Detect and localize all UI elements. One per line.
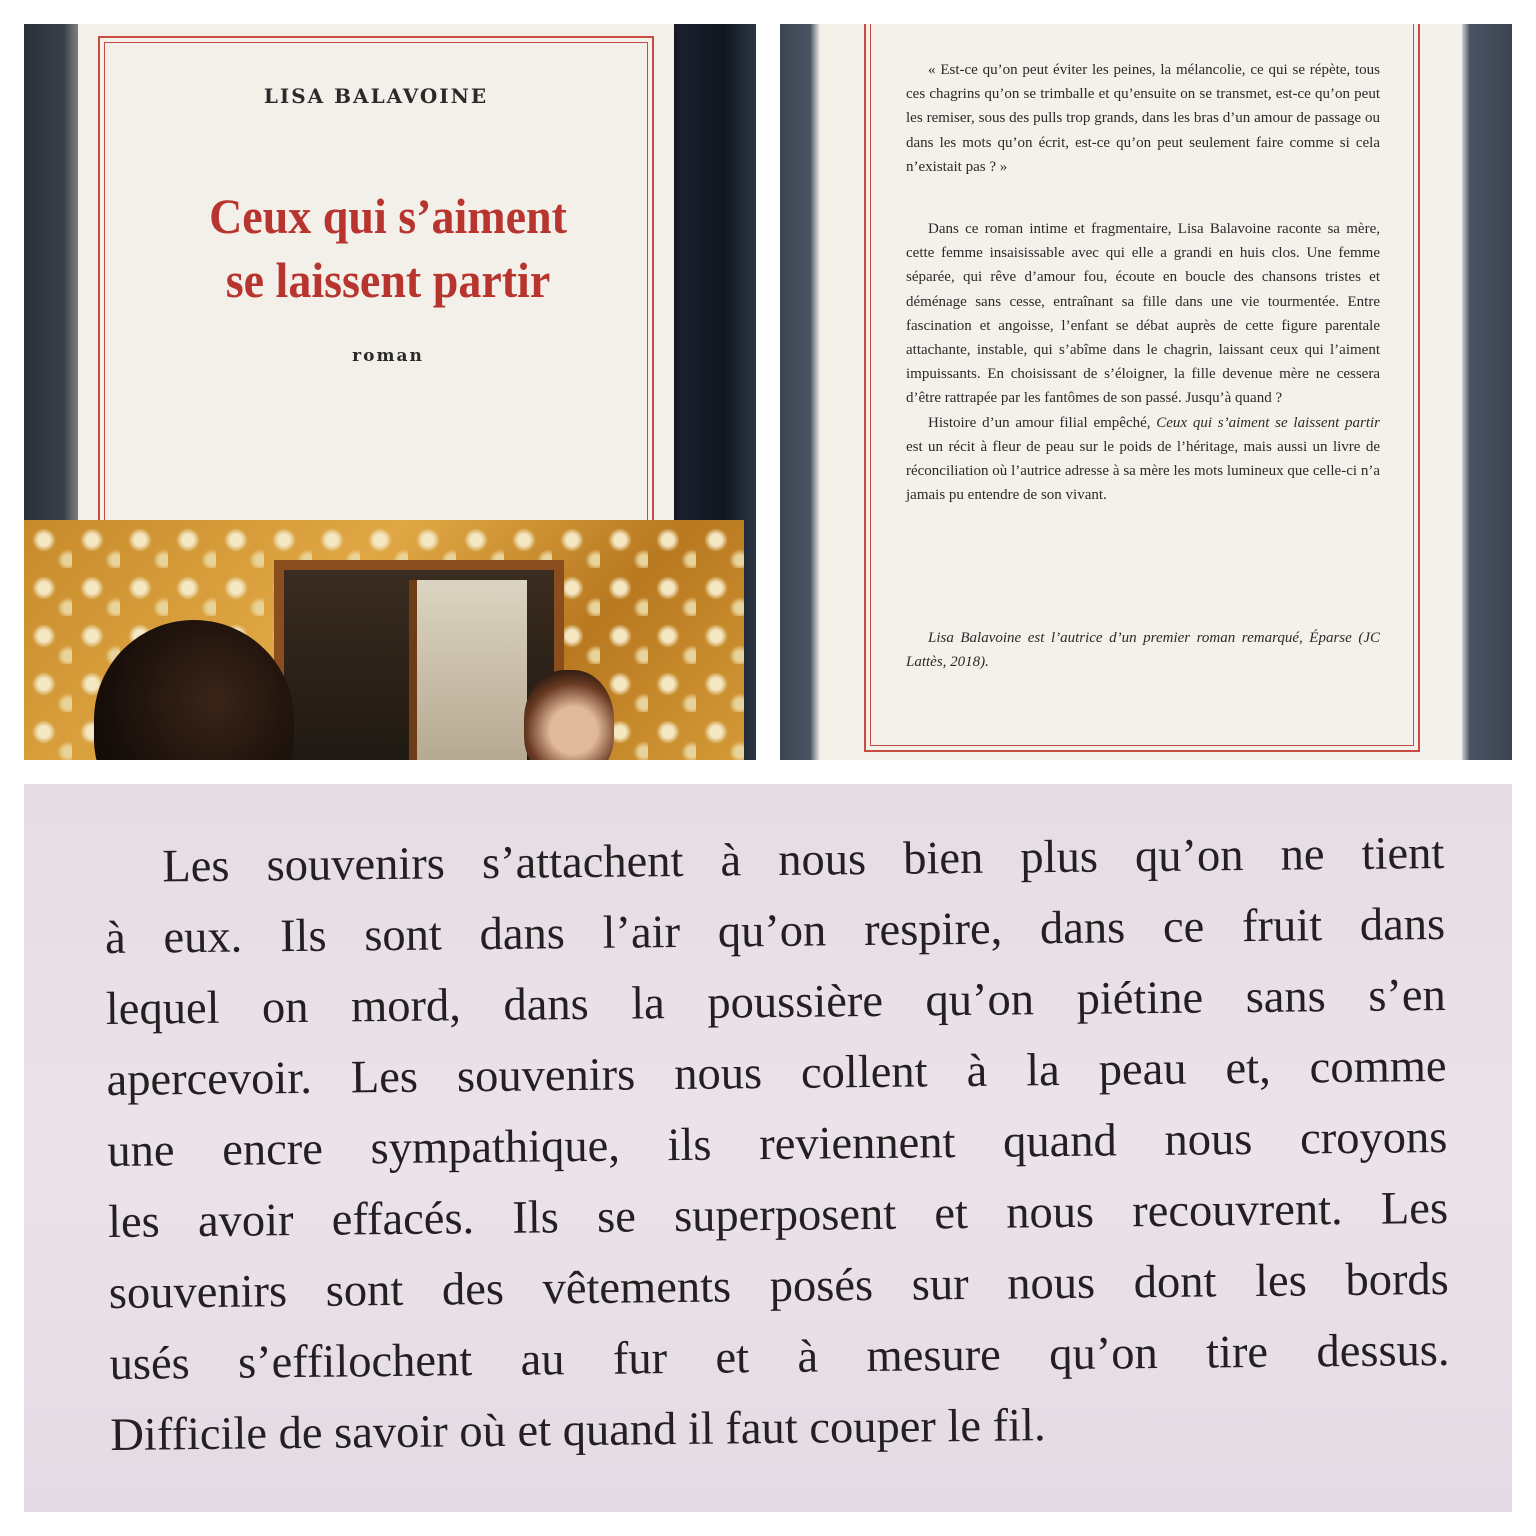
excerpt-line-6: les avoir effacés. Ils se superposent et nous recouvrent. Les <box>107 1182 1449 1248</box>
hair-silhouette <box>94 620 294 760</box>
excerpt-line-4: apercevoir. Les souvenirs nous collent à la peau et, comme <box>106 1040 1447 1106</box>
back-description <box>906 217 1380 507</box>
excerpt-line-1: Les souvenirs s’attachent à nous bien plus qu’on ne tient <box>162 827 1445 893</box>
back-description-text: Dans ce roman intime et fragmentaire, Lisa Balavoine raconte sa mère, cette femme insaisissable avec qui elle a grandi en huis clos. Une femme séparée, qui rêve d’amour fou, écoute en boucle des chansons tristes et déménage sans cesse, entraînant sa fille dans une vie tourmentée. Entre fascination et angoisse, l’enfant se débat auprès de cette figure parentale attachante, instable, qui s’abîme dans le chagrin, laissant ceux qui l’aiment impuissants. En choisissant de s’éloigner, la fille devenue mère ne cessera d’être rattrapée par les fantômes de son passé. Jusqu’à quand ? <box>906 221 1380 407</box>
back-description-paragraph-2 <box>906 411 1380 508</box>
author-bio-text: Lisa Balavoine est l’autrice d’un premier roman remarqué, Éparse (JC Lattès, 2018). <box>906 630 1380 671</box>
author-bio <box>906 626 1380 674</box>
cover-author: LISA BALAVOINE <box>263 84 489 108</box>
excerpt-line-2: à eux. Ils sont dans l’air qu’on respire, dans ce fruit dans <box>104 898 1446 964</box>
excerpt-paragraph <box>104 818 1451 1471</box>
back-quote-text: « Est-ce qu’on peut éviter les peines, la mélancolie, ce qui se répète, tous ces chagrins qu’on se trimballe et qu’ensuite on se transmet, est-ce qu’on peut les remiser, sous des pulls trop grands, dans les bras d’un amour de passage ou dans les mots qu’on écrit, est-ce qu’on peut seulement faire comme si cela n’existait pas ? » <box>906 62 1380 175</box>
door-opening <box>409 580 527 760</box>
excerpt-line-7: souvenirs sont des vêtements posés sur nous dont les bords <box>108 1253 1450 1319</box>
cover-genre: roman <box>352 346 424 366</box>
excerpt-line-3: lequel on mord, dans la poussière qu’on piétine sans s’en <box>105 969 1447 1035</box>
inner-page-photo <box>24 784 1512 1512</box>
excerpt-line-9: Difficile de savoir où et quand il faut couper le fil. <box>110 1400 1046 1461</box>
desc2-title: Ceux qui s’aiment se laissent partir <box>1156 414 1380 431</box>
cover-title <box>103 184 673 312</box>
back-cover-photo <box>780 24 1512 760</box>
cover-title-line-2: se laissent partir <box>225 252 551 308</box>
excerpt-line-5: une encre sympathique, ils reviennent quand nous croyons <box>107 1111 1448 1177</box>
desc2-after: est un récit à fleur de peau sur le poids de l’héritage, mais aussi un livre de réconciliation où l’autrice adresse à sa mère les mots lumineux que celle-ci n’a jamais pu entendre de son vivant. <box>906 438 1380 504</box>
excerpt-line-8: usés s’effilochent au fur et à mesure qu’on tire dessus. <box>109 1324 1450 1390</box>
desc2-before: Histoire d’un amour filial empêché, <box>928 414 1157 431</box>
reflected-face <box>524 670 614 760</box>
cover-band-photo <box>24 520 744 760</box>
back-quote <box>906 58 1380 179</box>
front-cover-photo <box>24 24 756 760</box>
cover-title-line-1: Ceux qui s’aiment <box>209 188 567 244</box>
